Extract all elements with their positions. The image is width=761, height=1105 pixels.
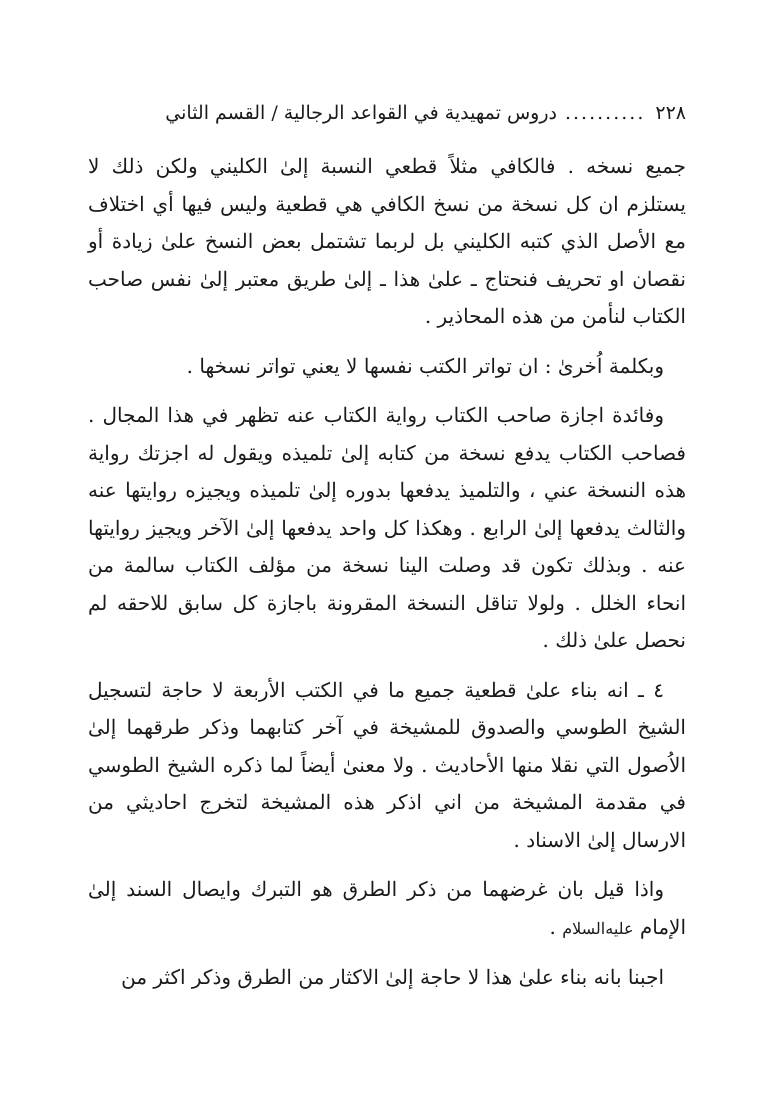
paragraph-in-other-words: وبكلمة اُخرىٰ : ان تواتر الكتب نفسها لا يعني تواتر نسخها . bbox=[186, 353, 664, 378]
header-leader-dots: .......... bbox=[564, 102, 646, 124]
page-body bbox=[88, 148, 686, 997]
running-header bbox=[88, 96, 686, 130]
paragraph-continuation: جميع نسخه . فالكافي مثلاً قطعي النسبة إلىٰ الكليني ولكن ذلك لا يستلزم ان كل نسخة من نسخ الكافي هي قطعية وليس فيها أي اختلاف مع الأصل الذي كتبه الكليني بل لربما تشتمل بعض النسخ علىٰ زيادة أو نقصان او تحريف فنحتاج ـ علىٰ هذا ـ إلىٰ طريق معتبر إلىٰ نفس صاحب الكتاب لنأمن من هذه المحاذير . bbox=[88, 154, 686, 328]
objection-text: واذا قيل بان غرضهما من ذكر الطرق هو التبرك وايصال السند إلىٰ الإمام bbox=[88, 877, 686, 939]
paragraph-objection bbox=[88, 871, 686, 947]
paragraph-point-four: ٤ ـ انه بناء علىٰ قطعية جميع ما في الكتب الأربعة لا حاجة لتسجيل الشيخ الطوسي والصدوق للمشيخة في آخر كتابهما وذكر طرقهما إلىٰ الاُصول التي نقلا منها الأحاديث . ولا معنىٰ أيضاً لما ذكره الشيخ الطوسي في مقدمة المشيخة من اني اذكر هذه المشيخة لتخرج احاديثي من الارسال إلىٰ الاسناد . bbox=[88, 677, 686, 852]
running-title: دروس تمهيدية في القواعد الرجالية / القسم الثاني bbox=[165, 102, 557, 124]
paragraph-reply: اجبنا بانه بناء علىٰ هذا لا حاجة إلىٰ الاكثار من الطرق وذكر اكثر من bbox=[121, 965, 664, 989]
honorific-mark: عليه‌السلام bbox=[562, 918, 634, 938]
objection-end: . bbox=[549, 914, 563, 939]
page-number: ٢٢٨ bbox=[655, 102, 686, 124]
paragraph-ijaza-benefit: وفائدة اجازة صاحب الكتاب رواية الكتاب عنه تظهر في هذا المجال . فصاحب الكتاب يدفع نسخة من كتابه إلىٰ تلميذه ويقول له اجزتك رواية هذه النسخة عني ، والتلميذ يدفعها بدوره إلىٰ تلميذه ويجيزه روايتها عنه والثالث يدفعها إلىٰ الرابع . وهكذا كل واحد يدفعها إلىٰ الآخر ويجيز روايتها عنه . وبذلك تكون قد وصلت الينا نسخة من مؤلف الكتاب سالمة من انحاء الخلل . ولولا تناقل النسخة المقرونة باجازة كل سابق للاحقه لم نحصل علىٰ ذلك . bbox=[88, 403, 686, 652]
